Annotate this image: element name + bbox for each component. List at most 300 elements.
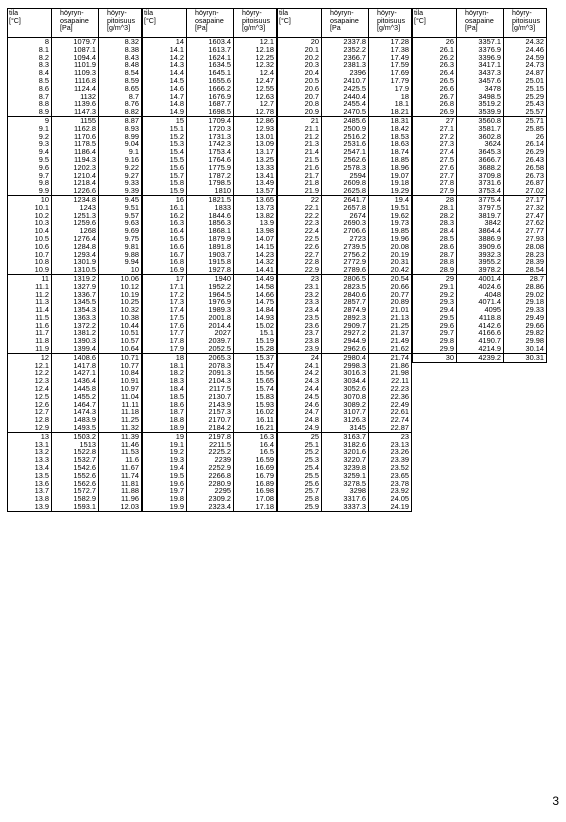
cell-content: 20.42 <box>369 266 412 274</box>
cell-content: 10.57 <box>99 337 142 345</box>
cell-content: 20.66 <box>369 283 412 291</box>
cell-temperature: 24.2 <box>278 369 322 377</box>
cell-pressure: 1139.6 <box>52 100 99 108</box>
cell-pressure: 3278.5 <box>322 480 369 488</box>
cell-temperature: 24.1 <box>278 362 322 370</box>
cell-temperature: 8.2 <box>8 54 52 62</box>
cell-content: 26.73 <box>504 172 547 180</box>
cell-pressure: 1116.8 <box>52 77 99 85</box>
cell-pressure: 1354.3 <box>52 306 99 314</box>
cell-pressure: 1562.6 <box>52 480 99 488</box>
cell-pressure: 1753.4 <box>187 148 234 156</box>
cell-content: 13.09 <box>234 140 277 148</box>
cell-temperature: 17.1 <box>143 283 187 291</box>
cell-pressure: 3034.4 <box>322 377 369 385</box>
cell-content: 15.19 <box>234 337 277 345</box>
cell-temperature: 9.5 <box>8 156 52 164</box>
cell-pressure: 2410.7 <box>322 77 369 85</box>
cell-pressure: 1810 <box>187 187 234 195</box>
cell-pressure: 2117.5 <box>187 385 234 393</box>
cell-pressure: 2184.2 <box>187 424 234 432</box>
cell-content: 27.93 <box>504 235 547 243</box>
cell-pressure: 2641.7 <box>322 195 369 203</box>
cell-pressure: 1381.2 <box>52 329 99 337</box>
header-tila: tila [°C] <box>413 9 457 38</box>
cell-content: 12.78 <box>234 108 277 116</box>
cell-pressure: 2674 <box>322 212 369 220</box>
cell-pressure: 3357.1 <box>457 38 504 46</box>
cell-pressure: 2980.4 <box>322 353 369 361</box>
cell-pressure: 2239 <box>187 456 234 464</box>
cell-temperature: 28.5 <box>413 235 457 243</box>
cell-pressure: 1513 <box>52 441 99 449</box>
cell-temperature: 27.5 <box>413 156 457 164</box>
cell-temperature: 28.7 <box>413 251 457 259</box>
cell-content: 19.4 <box>369 195 412 203</box>
cell-temperature: 10.1 <box>8 204 52 212</box>
cell-pressure: 2531.6 <box>322 140 369 148</box>
cell-temperature: 10.2 <box>8 212 52 220</box>
cell-content: 20.54 <box>369 274 412 282</box>
cell-pressure: 1202.3 <box>52 164 99 172</box>
header-content: höyry- pitoisuus [g/m^3] <box>234 9 277 38</box>
cell-temperature: 22.4 <box>278 227 322 235</box>
cell-temperature: 14.1 <box>143 46 187 54</box>
cell-temperature: 22.9 <box>278 266 322 274</box>
cell-pressure: 3602.8 <box>457 133 504 141</box>
cell-temperature: 26 <box>413 38 457 46</box>
cell-temperature: 16.6 <box>143 243 187 251</box>
cell-content: 15.93 <box>234 401 277 409</box>
cell-pressure: 2425.5 <box>322 85 369 93</box>
cell-content: 11.6 <box>99 456 142 464</box>
cell-content: 21.74 <box>369 353 412 361</box>
cell-content: 13.9 <box>234 219 277 227</box>
cell-temperature: 23 <box>278 274 322 282</box>
cell-temperature: 12.1 <box>8 362 52 370</box>
cell-content: 8.32 <box>99 38 142 46</box>
cell-temperature: 12 <box>8 353 52 361</box>
cell-temperature: 26.1 <box>413 46 457 54</box>
cell-content: 11.67 <box>99 464 142 472</box>
cell-temperature: 17 <box>143 274 187 282</box>
cell-pressure: 2352.2 <box>322 46 369 54</box>
cell-content: 8.38 <box>99 46 142 54</box>
cell-content: 11.04 <box>99 393 142 401</box>
cell-pressure: 2500.9 <box>322 125 369 133</box>
cell-content: 8.65 <box>99 85 142 93</box>
cell-content: 10.71 <box>99 353 142 361</box>
table-row <box>413 353 547 362</box>
cell-temperature: 12.7 <box>8 408 52 416</box>
cell-content: 11.74 <box>99 472 142 480</box>
cell-temperature: 24.4 <box>278 385 322 393</box>
cell-content: 19.29 <box>369 187 412 195</box>
cell-content: 14.49 <box>234 274 277 282</box>
cell-content: 10.91 <box>99 377 142 385</box>
cell-content: 19.96 <box>369 235 412 243</box>
cell-temperature: 13.1 <box>8 441 52 449</box>
table-row <box>8 85 142 93</box>
cell-temperature: 18.7 <box>143 408 187 416</box>
table-column-1 <box>7 8 141 700</box>
cell-pressure: 1593.1 <box>52 503 99 511</box>
cell-content: 21.49 <box>369 337 412 345</box>
cell-temperature: 20.2 <box>278 54 322 62</box>
cell-pressure: 1408.6 <box>52 353 99 361</box>
cell-pressure: 1493.5 <box>52 424 99 432</box>
cell-content: 13.01 <box>234 133 277 141</box>
cell-pressure: 1293.4 <box>52 251 99 259</box>
cell-temperature: 26.7 <box>413 93 457 101</box>
cell-pressure: 1087.1 <box>52 46 99 54</box>
cell-temperature: 16.1 <box>143 204 187 212</box>
cell-pressure: 2470.5 <box>322 108 369 116</box>
cell-content: 22.49 <box>369 401 412 409</box>
cell-content: 9.69 <box>99 227 142 235</box>
cell-content: 8.7 <box>99 93 142 101</box>
table-column-2 <box>142 8 276 700</box>
cell-temperature: 8.1 <box>8 46 52 54</box>
cell-content: 9.45 <box>99 195 142 203</box>
cell-content: 29.02 <box>504 291 547 299</box>
cell-content: 12.86 <box>234 116 277 124</box>
cell-pressure: 2157.3 <box>187 408 234 416</box>
cell-temperature: 8.3 <box>8 61 52 69</box>
cell-content: 16.21 <box>234 424 277 432</box>
cell-content: 18.53 <box>369 133 412 141</box>
cell-content: 8.48 <box>99 61 142 69</box>
cell-pressure: 2857.7 <box>322 298 369 306</box>
cell-content: 19.18 <box>369 179 412 187</box>
cell-content: 30.31 <box>504 353 547 362</box>
cell-temperature: 16.2 <box>143 212 187 220</box>
cell-pressure: 1775.9 <box>187 164 234 172</box>
cell-pressure: 3709.8 <box>457 172 504 180</box>
cell-pressure: 2001.8 <box>187 314 234 322</box>
cell-content: 19.07 <box>369 172 412 180</box>
cell-content: 25.85 <box>504 125 547 133</box>
cell-temperature: 23.1 <box>278 283 322 291</box>
cell-content: 28.7 <box>504 274 547 282</box>
cell-content: 17.08 <box>234 495 277 503</box>
cell-temperature: 14.3 <box>143 61 187 69</box>
cell-temperature: 17.7 <box>143 329 187 337</box>
cell-pressure: 1445.8 <box>52 385 99 393</box>
cell-content: 29.82 <box>504 329 547 337</box>
cell-pressure: 3089.2 <box>322 401 369 409</box>
cell-content: 24.87 <box>504 69 547 77</box>
cell-content: 16.5 <box>234 448 277 456</box>
cell-content: 8.87 <box>99 116 142 124</box>
cell-content: 12.63 <box>234 93 277 101</box>
cell-content: 29.18 <box>504 298 547 306</box>
cell-content: 9.27 <box>99 172 142 180</box>
cell-content: 25.29 <box>504 93 547 101</box>
cell-temperature: 20.1 <box>278 46 322 54</box>
cell-temperature: 20.8 <box>278 100 322 108</box>
cell-temperature: 8.6 <box>8 85 52 93</box>
cell-pressure: 1844.6 <box>187 212 234 220</box>
cell-pressure: 1645.1 <box>187 69 234 77</box>
cell-temperature: 8 <box>8 38 52 46</box>
cell-content: 20.89 <box>369 298 412 306</box>
cell-pressure: 2104.3 <box>187 377 234 385</box>
cell-pressure: 1698.5 <box>187 108 234 116</box>
cell-content: 20.19 <box>369 251 412 259</box>
cell-pressure: 2143.9 <box>187 401 234 409</box>
cell-temperature: 16.4 <box>143 227 187 235</box>
cell-pressure: 3519.2 <box>457 100 504 108</box>
cell-content: 19.62 <box>369 212 412 220</box>
cell-pressure: 2927.2 <box>322 329 369 337</box>
cell-content: 12.93 <box>234 125 277 133</box>
cell-temperature: 24.9 <box>278 424 322 432</box>
cell-content: 14.07 <box>234 235 277 243</box>
cell-content: 10 <box>99 266 142 274</box>
cell-pressure: 1731.3 <box>187 133 234 141</box>
cell-temperature: 15.1 <box>143 125 187 133</box>
cell-pressure: 1964.5 <box>187 291 234 299</box>
cell-content: 10.38 <box>99 314 142 322</box>
cell-temperature: 29.1 <box>413 283 457 291</box>
cell-temperature: 9.7 <box>8 172 52 180</box>
cell-pressure: 1243 <box>52 204 99 212</box>
data-table <box>277 8 412 512</box>
cell-temperature: 17.5 <box>143 314 187 322</box>
cell-content: 26.87 <box>504 179 547 187</box>
cell-temperature: 20.5 <box>278 77 322 85</box>
cell-content: 21.62 <box>369 345 412 353</box>
header-content: höyry- pitoisuus [g/m^3] <box>369 9 412 38</box>
cell-temperature: 29.2 <box>413 291 457 299</box>
cell-content: 9.94 <box>99 258 142 266</box>
cell-content: 10.51 <box>99 329 142 337</box>
cell-pressure: 1276.4 <box>52 235 99 243</box>
cell-pressure: 3126.3 <box>322 416 369 424</box>
cell-pressure: 1218.4 <box>52 179 99 187</box>
cell-content: 15.65 <box>234 377 277 385</box>
cell-temperature: 15.8 <box>143 179 187 187</box>
cell-content: 27.17 <box>504 195 547 203</box>
cell-content: 25.43 <box>504 100 547 108</box>
cell-temperature: 29.4 <box>413 306 457 314</box>
cell-pressure: 1666.2 <box>187 85 234 93</box>
cell-temperature: 15.5 <box>143 156 187 164</box>
cell-pressure: 1522.8 <box>52 448 99 456</box>
cell-pressure: 3688.2 <box>457 164 504 172</box>
cell-pressure: 4071.4 <box>457 298 504 306</box>
cell-content: 11.53 <box>99 448 142 456</box>
cell-temperature: 18.6 <box>143 401 187 409</box>
cell-pressure: 1503.2 <box>52 432 99 440</box>
cell-pressure: 2823.5 <box>322 283 369 291</box>
cell-content: 11.81 <box>99 480 142 488</box>
cell-temperature: 24.3 <box>278 377 322 385</box>
cell-content: 10.06 <box>99 274 142 282</box>
cell-pressure: 4190.7 <box>457 337 504 345</box>
cell-pressure: 1474.3 <box>52 408 99 416</box>
cell-pressure: 3220.7 <box>322 456 369 464</box>
cell-pressure: 1436.4 <box>52 377 99 385</box>
cell-temperature: 18.5 <box>143 393 187 401</box>
cell-pressure: 2892.3 <box>322 314 369 322</box>
cell-temperature: 23.2 <box>278 291 322 299</box>
cell-temperature: 21.3 <box>278 140 322 148</box>
cell-temperature: 29.5 <box>413 314 457 322</box>
cell-temperature: 15.6 <box>143 164 187 172</box>
cell-temperature: 10.6 <box>8 243 52 251</box>
cell-temperature: 10 <box>8 195 52 203</box>
cell-pressure: 1634.5 <box>187 61 234 69</box>
cell-temperature: 20.3 <box>278 61 322 69</box>
table-column-4 <box>412 8 546 700</box>
cell-content: 18.96 <box>369 164 412 172</box>
cell-pressure: 2295 <box>187 487 234 495</box>
cell-pressure: 2874.9 <box>322 306 369 314</box>
cell-content: 13.98 <box>234 227 277 235</box>
cell-content: 13.25 <box>234 156 277 164</box>
header-tila: tila [°C] <box>143 9 187 38</box>
cell-temperature: 19.7 <box>143 487 187 495</box>
cell-content: 24.19 <box>369 503 412 511</box>
cell-temperature: 27 <box>413 116 457 124</box>
cell-temperature: 14.8 <box>143 100 187 108</box>
cell-content: 17.79 <box>369 77 412 85</box>
data-table <box>7 8 142 512</box>
cell-content: 8.43 <box>99 54 142 62</box>
cell-temperature: 14.4 <box>143 69 187 77</box>
cell-temperature: 25.7 <box>278 487 322 495</box>
cell-temperature: 24.8 <box>278 416 322 424</box>
cell-pressure: 3016.3 <box>322 369 369 377</box>
cell-content: 19.51 <box>369 204 412 212</box>
cell-temperature: 12.2 <box>8 369 52 377</box>
cell-pressure: 2547.1 <box>322 148 369 156</box>
cell-content: 26 <box>504 133 547 141</box>
cell-content: 15.1 <box>234 329 277 337</box>
cell-temperature: 9.4 <box>8 148 52 156</box>
cell-pressure: 3560.8 <box>457 116 504 124</box>
cell-pressure: 2396 <box>322 69 369 77</box>
cell-pressure: 1094.4 <box>52 54 99 62</box>
cell-temperature: 21.2 <box>278 133 322 141</box>
cell-pressure: 2840.6 <box>322 291 369 299</box>
cell-pressure: 1147.3 <box>52 108 99 116</box>
cell-content: 9.1 <box>99 148 142 156</box>
cell-pressure: 1226.6 <box>52 187 99 195</box>
cell-content: 11.25 <box>99 416 142 424</box>
cell-pressure: 2027 <box>187 329 234 337</box>
cell-content: 14.75 <box>234 298 277 306</box>
cell-temperature: 25.9 <box>278 503 322 511</box>
cell-pressure: 1327.9 <box>52 283 99 291</box>
cell-temperature: 23.5 <box>278 314 322 322</box>
cell-temperature: 15.7 <box>143 172 187 180</box>
cell-content: 10.44 <box>99 322 142 330</box>
cell-temperature: 22.8 <box>278 258 322 266</box>
cell-content: 30.14 <box>504 345 547 353</box>
cell-temperature: 15 <box>143 116 187 124</box>
cell-temperature: 19 <box>143 432 187 440</box>
cell-pressure: 1194.3 <box>52 156 99 164</box>
cell-temperature: 11.6 <box>8 322 52 330</box>
cell-temperature: 17.8 <box>143 337 187 345</box>
cell-pressure: 2723 <box>322 235 369 243</box>
header-pressure: höyryn- osapaine [Pa] <box>187 9 234 38</box>
data-table <box>412 8 547 363</box>
cell-temperature: 24.6 <box>278 401 322 409</box>
cell-temperature: 16.7 <box>143 251 187 259</box>
cell-content: 12.03 <box>99 503 142 511</box>
cell-temperature: 12.4 <box>8 385 52 393</box>
cell-temperature: 21 <box>278 116 322 124</box>
cell-pressure: 2806.5 <box>322 274 369 282</box>
cell-temperature: 22.2 <box>278 212 322 220</box>
cell-content: 27.32 <box>504 204 547 212</box>
cell-content: 21.86 <box>369 362 412 370</box>
cell-content: 11.18 <box>99 408 142 416</box>
cell-pressure: 2516.2 <box>322 133 369 141</box>
cell-pressure: 3259.1 <box>322 472 369 480</box>
cell-temperature: 9.2 <box>8 133 52 141</box>
cell-content: 22.74 <box>369 416 412 424</box>
cell-content: 22.23 <box>369 385 412 393</box>
cell-pressure: 1155 <box>52 116 99 124</box>
cell-pressure: 3201.6 <box>322 448 369 456</box>
cell-content: 15.83 <box>234 393 277 401</box>
cell-temperature: 22.5 <box>278 235 322 243</box>
cell-temperature: 9.8 <box>8 179 52 187</box>
cell-content: 13.73 <box>234 204 277 212</box>
cell-content: 13.49 <box>234 179 277 187</box>
cell-pressure: 3753.4 <box>457 187 504 195</box>
cell-content: 12.32 <box>234 61 277 69</box>
cell-pressure: 2280.9 <box>187 480 234 488</box>
cell-temperature: 13.8 <box>8 495 52 503</box>
cell-temperature: 22 <box>278 195 322 203</box>
cell-content: 10.97 <box>99 385 142 393</box>
cell-temperature: 27.8 <box>413 179 457 187</box>
cell-temperature: 16.3 <box>143 219 187 227</box>
cell-temperature: 27.4 <box>413 148 457 156</box>
cell-pressure: 1821.5 <box>187 195 234 203</box>
cell-content: 9.75 <box>99 235 142 243</box>
cell-pressure: 3052.6 <box>322 385 369 393</box>
cell-content: 16.3 <box>234 432 277 440</box>
cell-temperature: 10.3 <box>8 219 52 227</box>
cell-temperature: 17.2 <box>143 291 187 299</box>
cell-temperature: 13.7 <box>8 487 52 495</box>
cell-temperature: 10.9 <box>8 266 52 274</box>
cell-temperature: 27.9 <box>413 187 457 195</box>
cell-content: 23.65 <box>369 472 412 480</box>
cell-pressure: 2065.3 <box>187 353 234 361</box>
cell-content: 15.47 <box>234 362 277 370</box>
cell-pressure: 2690.3 <box>322 219 369 227</box>
cell-temperature: 8.5 <box>8 77 52 85</box>
cell-temperature: 20.6 <box>278 85 322 93</box>
cell-temperature: 14.7 <box>143 93 187 101</box>
cell-pressure: 4001.4 <box>457 274 504 282</box>
cell-content: 9.81 <box>99 243 142 251</box>
cell-pressure: 4048 <box>457 291 504 299</box>
cell-content: 8.59 <box>99 77 142 85</box>
cell-content: 10.25 <box>99 298 142 306</box>
cell-temperature: 18.9 <box>143 424 187 432</box>
cell-temperature: 8.9 <box>8 108 52 116</box>
cell-content: 25.71 <box>504 116 547 124</box>
